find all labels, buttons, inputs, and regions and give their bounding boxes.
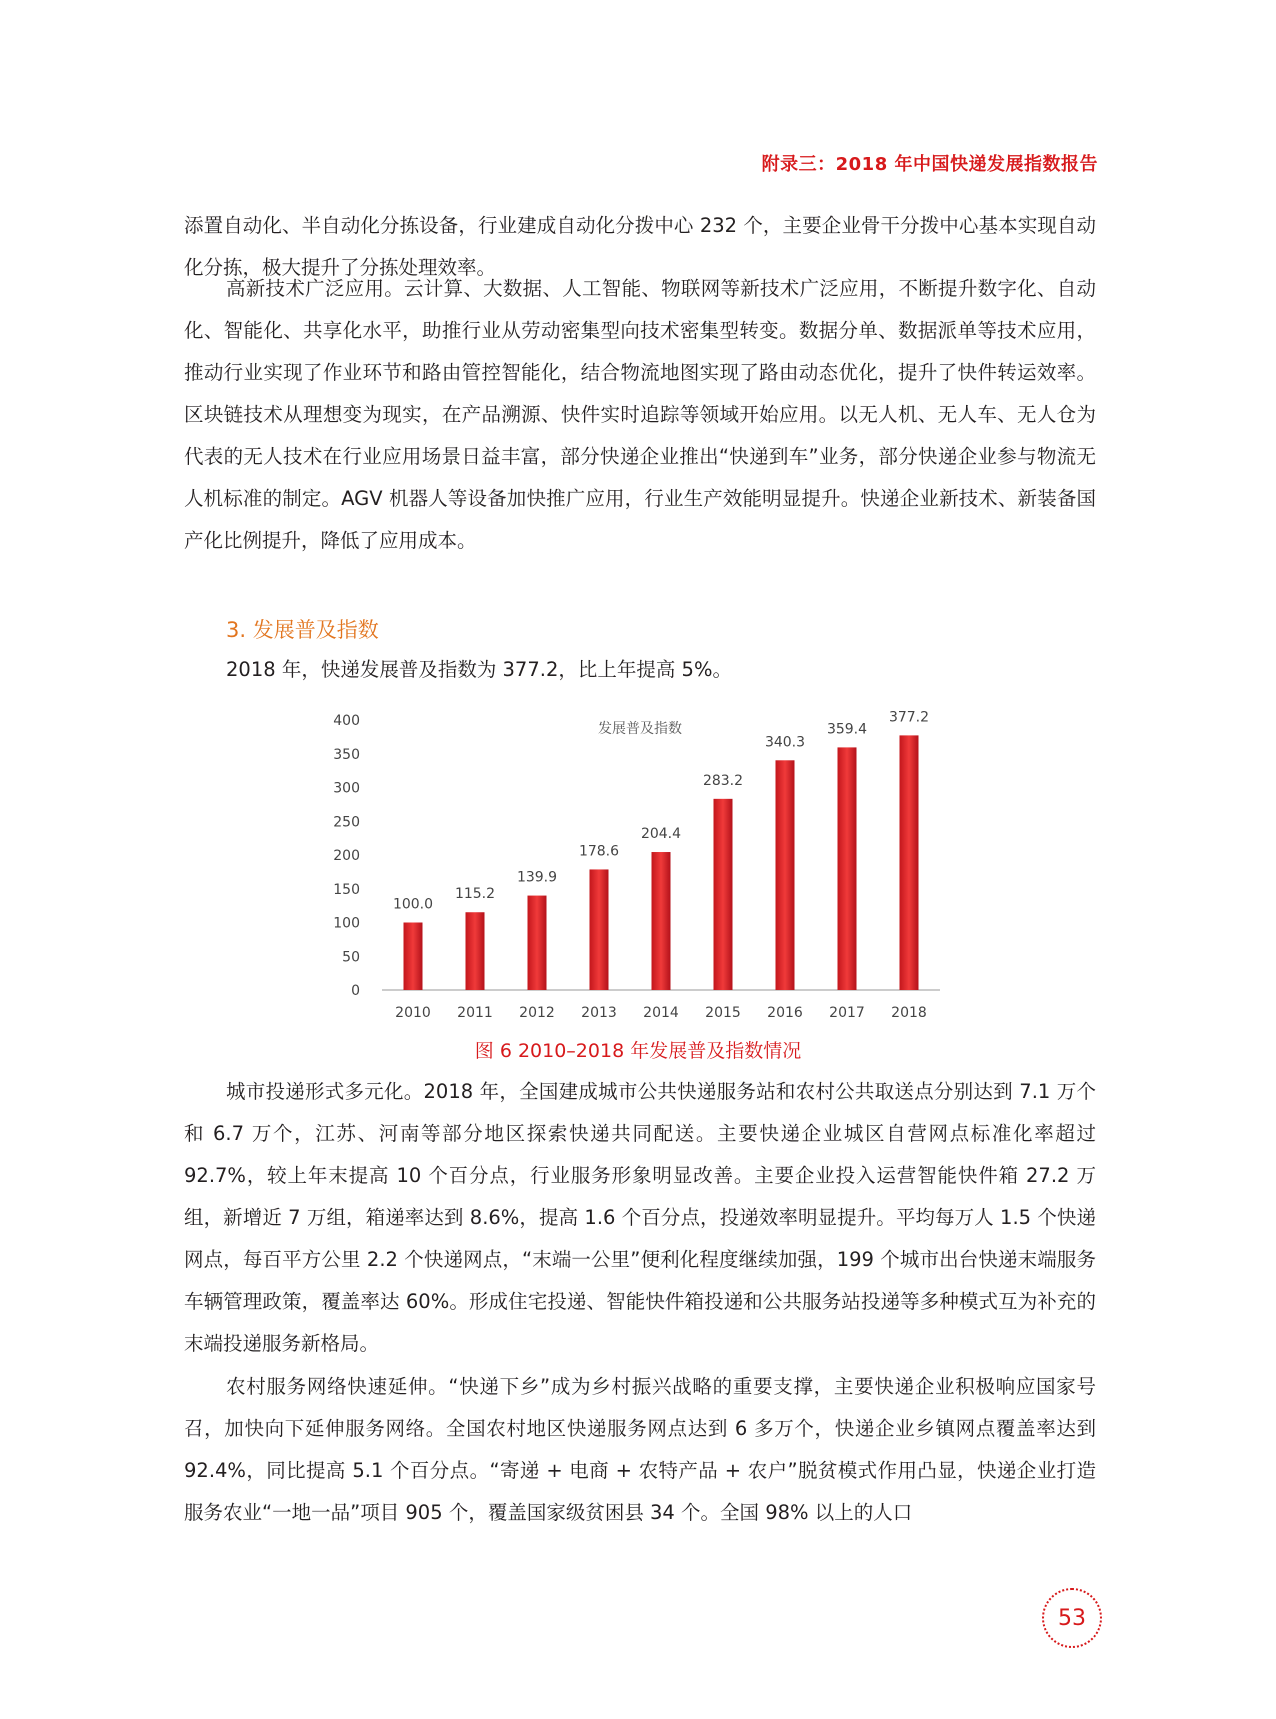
bar — [776, 760, 795, 990]
y-tick-label: 150 — [333, 881, 360, 898]
bar-value-label: 115.2 — [454, 886, 496, 903]
bar — [900, 735, 919, 990]
bar — [466, 912, 485, 990]
x-tick-label: 2012 — [519, 1005, 555, 1021]
x-tick-label: 2016 — [767, 1005, 803, 1021]
paragraph-urban-delivery: 城市投递形式多元化。2018 年，全国建成城市公共快递服务站和农村公共取送点分别达到 7.1 万个和 6.7 万个，江苏、河南等部分地区探索快递共同配送。主要快递企业城区自营网点标准化率超过 92.7%，较上年末提高 10 个百分点，行业服务形象明显改善。主要企业投入运营智能快件箱 27.2 万组，新增近 7 万组，箱递率达到 8.6%，提高 1.6 个百分点，投递效率明显提升。平均每万人 1.5 个快递网点，每百平方公里 2.2 个快递网点，“末端一公里”便利化程度继续加强，199 个城市出台快递末端服务车辆管理政策，覆盖率达 60%。形成住宅投递、智能快件箱投递和公共服务站投递等多种模式互为补充的末端投递服务新格局。 — [184, 1080, 1096, 1355]
bar-value-label: 340.3 — [764, 734, 806, 751]
bar-value-label: 377.2 — [888, 709, 930, 726]
y-tick-label: 250 — [333, 814, 360, 831]
paragraph-sorting-automation: 添置自动化、半自动化分拣设备，行业建成自动化分拨中心 232 个，主要企业骨干分拨中心基本实现自动化分拣，极大提升了分拣处理效率。 — [184, 214, 1096, 279]
paragraph-index-summary: 2018 年，快递发展普及指数为 377.2，比上年提高 5%。 — [226, 658, 732, 681]
x-tick-label: 2011 — [457, 1005, 493, 1021]
section-title: 3. 发展普及指数 — [226, 618, 379, 642]
x-tick-label: 2010 — [395, 1005, 431, 1021]
paragraph-rural-network: 农村服务网络快速延伸。“快递下乡”成为乡村振兴战略的重要支撑，主要快递企业积极响应国家号召，加快向下延伸服务网络。全国农村地区快递服务网点达到 6 多万个，快递企业乡镇网点覆盖率达到 92.4%，同比提高 5.1 个百分点。“寄递 + 电商 + 农特产品 + 农户”脱贫模式作用凸显，快递企业打造服务农业“一地一品”项目 905 个，覆盖国家级贫困县 34 个。全国 98% 以上的人口 — [184, 1375, 1096, 1524]
y-tick-label: 50 — [342, 949, 360, 966]
x-tick-label: 2014 — [643, 1005, 679, 1021]
bar-value-label: 139.9 — [516, 869, 558, 886]
x-tick-label: 2013 — [581, 1005, 617, 1021]
y-tick-label: 200 — [333, 848, 360, 864]
bar — [528, 896, 547, 990]
page-number: 53 — [1042, 1588, 1102, 1648]
x-tick-label: 2017 — [829, 1005, 865, 1021]
bar-value-label: 100.0 — [392, 896, 434, 913]
chart-title: 发展普及指数 — [598, 721, 682, 737]
figure-caption: 图 6 2010–2018 年发展普及指数情况 — [474, 1040, 802, 1062]
bar-value-label: 178.6 — [578, 843, 620, 860]
x-tick-label: 2015 — [705, 1005, 741, 1021]
bar-value-label: 204.4 — [640, 826, 682, 843]
bar — [590, 869, 609, 990]
bar — [838, 747, 857, 990]
bar-value-label: 359.4 — [826, 721, 868, 738]
bar-chart-svg — [320, 700, 960, 1030]
bar-chart — [320, 700, 960, 1030]
x-tick-label: 2018 — [891, 1005, 927, 1021]
bar — [714, 799, 733, 990]
paragraph-new-technology: 高新技术广泛应用。云计算、大数据、人工智能、物联网等新技术广泛应用，不断提升数字化、自动化、智能化、共享化水平，助推行业从劳动密集型向技术密集型转变。数据分单、数据派单等技术应用，推动行业实现了作业环节和路由管控智能化，结合物流地图实现了路由动态优化，提升了快件转运效率。区块链技术从理想变为现实，在产品溯源、快件实时追踪等领域开始应用。以无人机、无人车、无人仓为代表的无人技术在行业应用场景日益丰富，部分快递企业推出“快递到车”业务，部分快递企业参与物流无人机标准的制定。AGV 机器人等设备加快推广应用，行业生产效能明显提升。快递企业新技术、新装备国产化比例提升，降低了应用成本。 — [184, 277, 1096, 552]
y-tick-label: 350 — [333, 746, 360, 763]
y-tick-label: 300 — [333, 780, 360, 797]
y-tick-label: 400 — [333, 713, 360, 729]
running-header: 附录三：2018 年中国快递发展指数报告 — [761, 154, 1098, 175]
bar — [652, 852, 671, 990]
bar — [404, 923, 423, 991]
y-tick-label: 0 — [351, 983, 360, 999]
y-tick-label: 100 — [333, 915, 360, 932]
bar-value-label: 283.2 — [702, 772, 744, 789]
